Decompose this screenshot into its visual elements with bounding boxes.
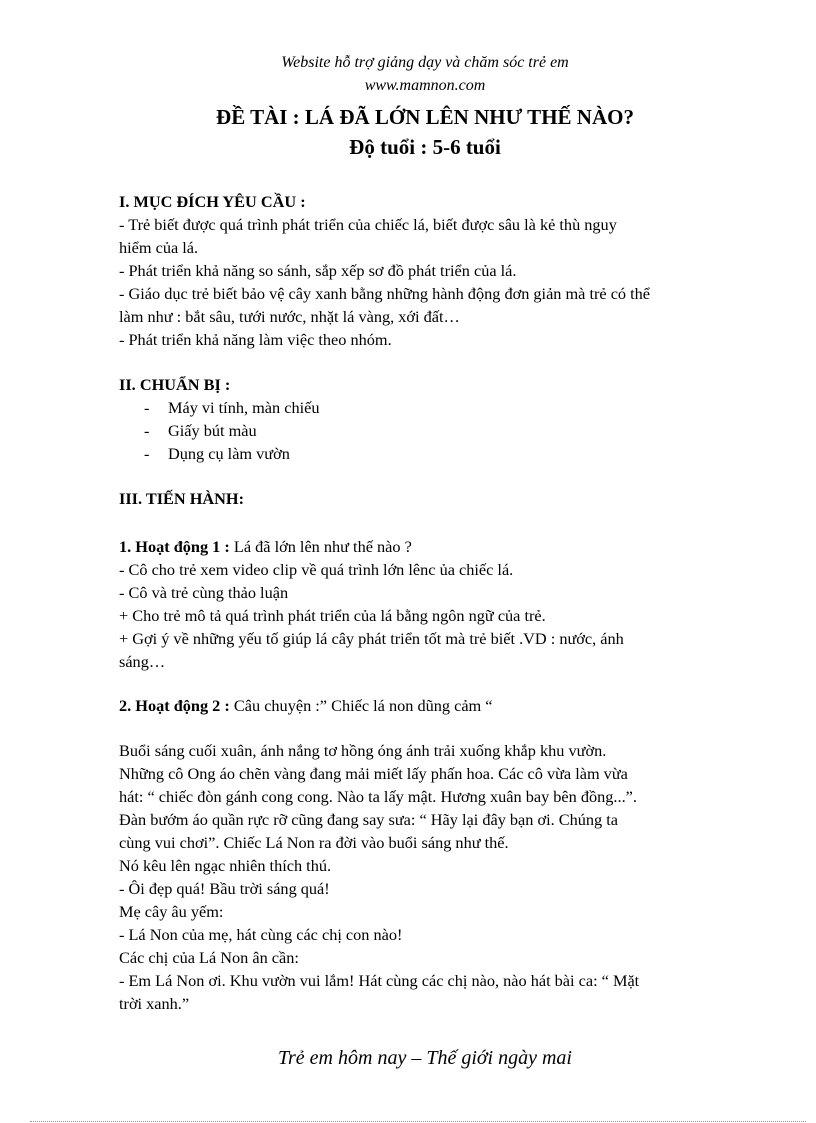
story-line: - Lá Non của mẹ, hát cùng các chị con nào!: [119, 925, 403, 944]
story-line: cùng vui chơi”. Chiếc Lá Non ra đời vào buổi sáng như thế.: [119, 833, 509, 852]
story-line: Các chị của Lá Non ân cần:: [119, 948, 299, 967]
activity1-title: Lá đã lớn lên như thế nào ?: [229, 537, 412, 556]
list-item: - Giấy bút màu: [144, 421, 257, 440]
story-line: Buổi sáng cuối xuân, ánh nắng tơ hồng óng ánh trải xuống khắp khu vườn.: [119, 741, 607, 760]
story-line: hát: “ chiếc đòn gánh cong cong. Nào ta lấy mật. Hương xuân bay bên đồng...”.: [119, 787, 637, 806]
activity1-label: 1. Hoạt động 1 :: [119, 537, 230, 556]
list-item: - Máy vi tính, màn chiếu: [144, 398, 320, 417]
list-item-text: Dụng cụ làm vườn: [168, 444, 290, 463]
story-line: trời xanh.”: [119, 994, 190, 1013]
age-range: Độ tuổi : 5-6 tuổi: [349, 135, 501, 159]
activity1-line: - Cô cho trẻ xem video clip về quá trình lớn lênc ủa chiếc lá.: [119, 560, 514, 579]
section1-line: - Phát triển khả năng so sánh, sắp xếp sơ đồ phát triển của lá.: [119, 261, 517, 280]
section1-line: - Trẻ biết được quá trình phát triển của chiếc lá, biết được sâu là kẻ thù nguy: [119, 215, 617, 234]
activity1-line: + Cho trẻ mô tả quá trình phát triển của lá bằng ngôn ngữ của trẻ.: [119, 606, 546, 625]
activity2-heading: [119, 696, 493, 716]
section2-heading: II. CHUẨN BỊ :: [119, 375, 231, 394]
story-line: Nó kêu lên ngạc nhiên thích thú.: [119, 856, 332, 875]
story-line: Những cô Ong áo chẽn vàng đang mải miết lấy phấn hoa. Các cô vừa làm vừa: [119, 764, 628, 783]
activity1-line: - Cô và trẻ cùng thảo luận: [119, 583, 289, 602]
activity1-line: sáng…: [119, 652, 166, 671]
activity1-heading: [119, 537, 412, 557]
list-item-text: Máy vi tính, màn chiếu: [168, 398, 320, 417]
section1-line: - Giáo dục trẻ biết bảo vệ cây xanh bằng những hành động đơn giản mà trẻ có thể: [119, 284, 651, 303]
section1-line: hiểm của lá.: [119, 238, 199, 257]
document-title: ĐỀ TÀI : LÁ ĐÃ LỚN LÊN NHƯ THẾ NÀO?: [216, 105, 634, 129]
section1-line: làm như : bắt sâu, tưới nước, nhặt lá vàng, xới đất…: [119, 307, 460, 326]
section3-heading: III. TIẾN HÀNH:: [119, 489, 245, 508]
story-line: - Em Lá Non ơi. Khu vườn vui lắm! Hát cùng các chị nào, nào hát bài ca: “ Mặt: [119, 971, 640, 990]
activity2-label: 2. Hoạt động 2 :: [119, 696, 230, 715]
story-line: Đàn bướm áo quần rực rỡ cũng đang say sưa: “ Hãy lại đây bạn ơi. Chúng ta: [119, 810, 619, 829]
section1-heading: I. MỤC ĐÍCH YÊU CẦU :: [119, 192, 306, 211]
story-line: - Ôi đẹp quá! Bầu trời sáng quá!: [119, 879, 330, 898]
header-tagline: Website hỗ trợ giảng dạy và chăm sóc trẻ em: [281, 54, 569, 71]
page-bottom-divider: [30, 1121, 806, 1122]
header-site: www.mamnon.com: [364, 77, 486, 94]
list-item: - Dụng cụ làm vườn: [144, 444, 290, 463]
list-item-text: Giấy bút màu: [168, 421, 257, 440]
story-line: Mẹ cây âu yếm:: [119, 902, 224, 921]
footer-slogan: Trẻ em hôm nay – Thế giới ngày mai: [278, 1047, 572, 1069]
activity2-title: Câu chuyện :” Chiếc lá non dũng cảm “: [229, 696, 493, 715]
section1-line: - Phát triển khả năng làm việc theo nhóm.: [119, 330, 392, 349]
activity1-line: + Gợi ý về những yếu tố giúp lá cây phát triển tốt mà trẻ biết .VD : nước, ánh: [119, 629, 624, 648]
